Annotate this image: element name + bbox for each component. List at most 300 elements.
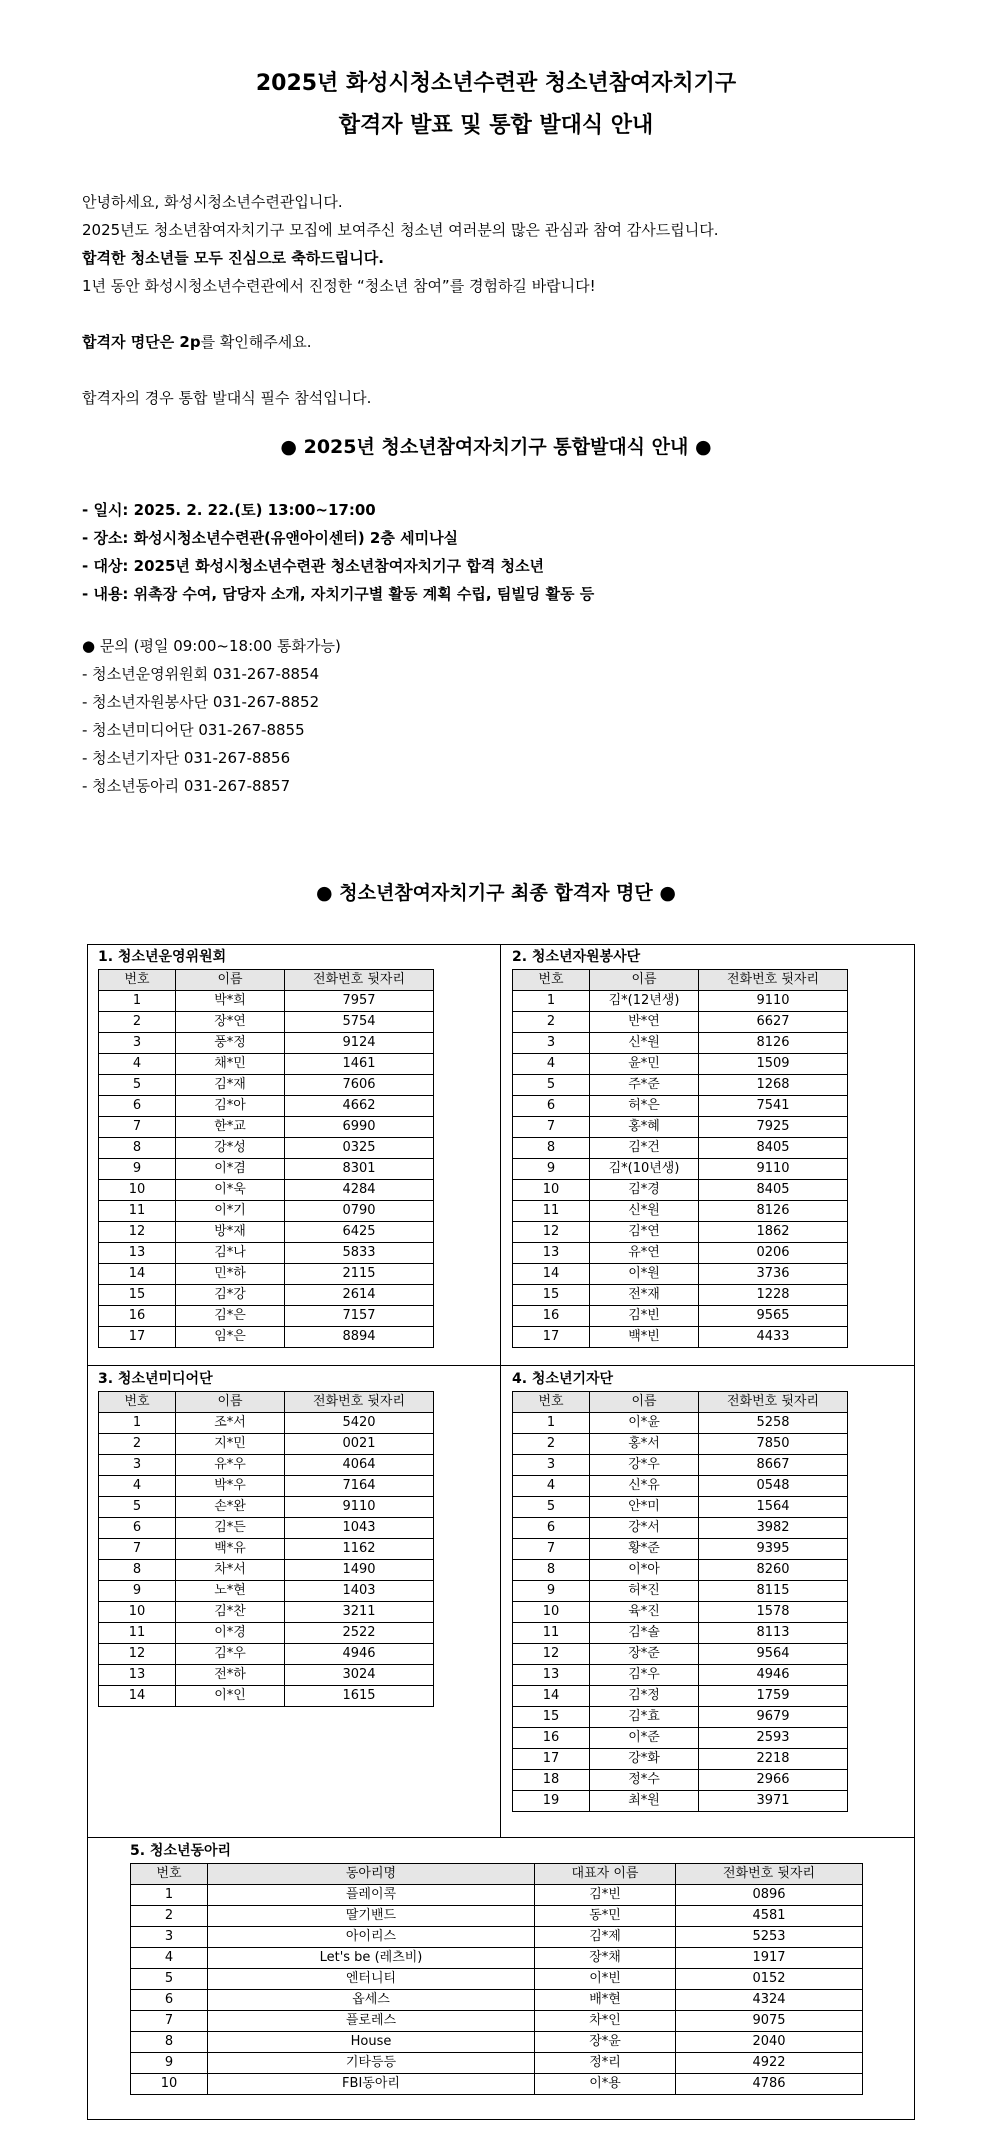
table-row <box>99 991 434 1012</box>
row-number: 9 <box>99 1581 176 1602</box>
col-header-name: 이름 <box>176 1392 285 1413</box>
row-number: 9 <box>131 2053 208 2074</box>
list-note-rest: 를 확인해주세요. <box>200 333 312 351</box>
phone-suffix: 4946 <box>699 1665 848 1686</box>
table-row <box>513 1413 848 1434</box>
member-name: 이*윤 <box>590 1413 699 1434</box>
member-name: 윤*민 <box>590 1054 699 1075</box>
phone-suffix: 5258 <box>699 1413 848 1434</box>
row-number: 14 <box>99 1686 176 1707</box>
row-number: 7 <box>513 1539 590 1560</box>
table-row <box>513 1054 848 1075</box>
member-name: 전*하 <box>176 1665 285 1686</box>
phone-suffix: 6425 <box>285 1222 434 1243</box>
group-table <box>512 1391 848 1812</box>
row-number: 13 <box>513 1243 590 1264</box>
member-name: 풍*정 <box>176 1033 285 1054</box>
table-row <box>513 991 848 1012</box>
table-row <box>513 1117 848 1138</box>
member-name: 지*민 <box>176 1434 285 1455</box>
leader-name: 차*인 <box>535 2011 676 2032</box>
ceremony-heading: ● 2025년 청소년참여자치기구 통합발대식 안내 ● <box>280 436 712 458</box>
table-row <box>99 1581 434 1602</box>
list-note-bold: 합격자 명단은 2p <box>82 333 201 351</box>
table-row <box>513 1285 848 1306</box>
leader-name: 장*채 <box>535 1948 676 1969</box>
contact-line: - 청소년동아리 031-267-8857 <box>82 777 291 795</box>
row-number: 14 <box>513 1686 590 1707</box>
row-number: 1 <box>131 1885 208 1906</box>
member-name: 김*효 <box>590 1707 699 1728</box>
phone-suffix: 9564 <box>699 1644 848 1665</box>
row-number: 12 <box>99 1644 176 1665</box>
table-row <box>513 1180 848 1201</box>
phone-suffix: 8405 <box>699 1138 848 1159</box>
table-row <box>131 1948 863 1969</box>
member-name: 채*민 <box>176 1054 285 1075</box>
row-number: 10 <box>99 1602 176 1623</box>
member-name: 김*찬 <box>176 1602 285 1623</box>
group-panel-4 <box>512 1367 848 1812</box>
row-number: 8 <box>513 1560 590 1581</box>
member-name: 정*수 <box>590 1770 699 1791</box>
member-name: 허*진 <box>590 1581 699 1602</box>
member-name: 이*겸 <box>176 1159 285 1180</box>
ceremony-place: - 장소: 화성시청소년수련관(유앤아이센터) 2층 세미나실 <box>82 529 459 547</box>
contact-line: - 청소년기자단 031-267-8856 <box>82 749 291 767</box>
club-table <box>130 1863 863 2095</box>
member-name: 최*원 <box>590 1791 699 1812</box>
phone-suffix: 3971 <box>699 1791 848 1812</box>
table-row <box>513 1243 848 1264</box>
phone-suffix: 1759 <box>699 1686 848 1707</box>
col-header-phone: 전화번호 뒷자리 <box>699 1392 848 1413</box>
row-number: 2 <box>131 1906 208 1927</box>
col-header-phone: 전화번호 뒷자리 <box>285 970 434 991</box>
row-number: 1 <box>99 1413 176 1434</box>
member-name: 김*빈 <box>590 1306 699 1327</box>
group-title: 1. 청소년운영위원회 <box>98 949 227 965</box>
member-name: 허*은 <box>590 1096 699 1117</box>
table-row <box>513 1707 848 1728</box>
table-row <box>513 1749 848 1770</box>
member-name: 김*정 <box>590 1686 699 1707</box>
phone-suffix: 4064 <box>285 1455 434 1476</box>
member-name: 방*재 <box>176 1222 285 1243</box>
group-title: 3. 청소년미디어단 <box>98 1371 213 1387</box>
phone-suffix: 5754 <box>285 1012 434 1033</box>
col-header-name: 이름 <box>590 970 699 991</box>
phone-suffix: 6990 <box>285 1117 434 1138</box>
col-header-number: 번호 <box>513 1392 590 1413</box>
table-row <box>513 1096 848 1117</box>
phone-suffix: 9565 <box>699 1306 848 1327</box>
club-name: FBI동아리 <box>208 2074 535 2095</box>
row-number: 8 <box>99 1560 176 1581</box>
table-row <box>99 1159 434 1180</box>
table-row <box>99 1518 434 1539</box>
table-row <box>513 1327 848 1348</box>
table-row <box>513 1455 848 1476</box>
group-panel-2 <box>512 945 848 1348</box>
phone-suffix: 8126 <box>699 1201 848 1222</box>
table-row <box>99 1623 434 1644</box>
row-number: 15 <box>99 1285 176 1306</box>
row-number: 16 <box>513 1306 590 1327</box>
member-name: 홍*혜 <box>590 1117 699 1138</box>
greeting-text: 안녕하세요, 화성시청소년수련관입니다. <box>82 193 343 211</box>
phone-suffix: 4922 <box>676 2053 863 2074</box>
phone-suffix: 7606 <box>285 1075 434 1096</box>
table-row <box>513 1159 848 1180</box>
table-row <box>99 1434 434 1455</box>
table-row <box>513 1581 848 1602</box>
row-number: 6 <box>513 1518 590 1539</box>
table-row <box>513 1560 848 1581</box>
group-title: 4. 청소년기자단 <box>512 1371 614 1387</box>
row-number: 1 <box>99 991 176 1012</box>
wish-text: 1년 동안 화성시청소년수련관에서 진정한 “청소년 참여”를 경험하길 바랍니다! <box>82 277 596 295</box>
table-row <box>513 1201 848 1222</box>
member-name: 김*솔 <box>590 1623 699 1644</box>
table-header-row <box>99 970 434 991</box>
col-header-phone: 전화번호 뒷자리 <box>699 970 848 991</box>
phone-suffix: 5253 <box>676 1927 863 1948</box>
member-name: 장*연 <box>176 1012 285 1033</box>
table-row <box>513 1728 848 1749</box>
phone-suffix: 8113 <box>699 1623 848 1644</box>
member-name: 안*미 <box>590 1497 699 1518</box>
member-name: 이*기 <box>176 1201 285 1222</box>
table-row <box>99 1497 434 1518</box>
table-row <box>131 1927 863 1948</box>
member-name: 차*서 <box>176 1560 285 1581</box>
phone-suffix: 7925 <box>699 1117 848 1138</box>
row-number: 16 <box>99 1306 176 1327</box>
table-row <box>131 1969 863 1990</box>
phone-suffix: 8115 <box>699 1581 848 1602</box>
member-name: 한*교 <box>176 1117 285 1138</box>
leader-name: 김*제 <box>535 1927 676 1948</box>
phone-suffix: 1461 <box>285 1054 434 1075</box>
row-number: 7 <box>99 1117 176 1138</box>
row-number: 5 <box>513 1497 590 1518</box>
document-title-line1: 2025년 화성시청소년수련관 청소년참여자치기구 <box>255 71 737 96</box>
phone-suffix: 0790 <box>285 1201 434 1222</box>
row-number: 2 <box>99 1012 176 1033</box>
phone-suffix: 2522 <box>285 1623 434 1644</box>
member-name: 김*연 <box>590 1222 699 1243</box>
table-row <box>513 1497 848 1518</box>
row-number: 6 <box>513 1096 590 1117</box>
club-title: 5. 청소년동아리 <box>130 1843 232 1859</box>
table-row <box>99 1117 434 1138</box>
table-row <box>99 1075 434 1096</box>
table-row <box>131 2011 863 2032</box>
attendance-text: 합격자의 경우 통합 발대식 필수 참석입니다. <box>82 389 372 407</box>
row-number: 11 <box>513 1201 590 1222</box>
member-name: 김*우 <box>590 1665 699 1686</box>
table-row <box>131 1906 863 1927</box>
col-header-number: 번호 <box>513 970 590 991</box>
row-number: 8 <box>99 1138 176 1159</box>
member-name: 백*빈 <box>590 1327 699 1348</box>
member-name: 신*유 <box>590 1476 699 1497</box>
row-number: 3 <box>513 1033 590 1054</box>
table-row <box>513 1770 848 1791</box>
col-header-club: 동아리명 <box>208 1864 535 1885</box>
club-name: House <box>208 2032 535 2053</box>
row-number: 12 <box>513 1644 590 1665</box>
table-header-row <box>513 970 848 991</box>
group-table <box>98 1391 434 1707</box>
phone-suffix: 9110 <box>699 991 848 1012</box>
member-name: 김*재 <box>176 1075 285 1096</box>
row-number: 4 <box>513 1054 590 1075</box>
table-row <box>99 1180 434 1201</box>
intro-section <box>82 188 718 412</box>
table-row <box>513 1033 848 1054</box>
row-number: 5 <box>131 1969 208 1990</box>
club-name: 옵세스 <box>208 1990 535 2011</box>
table-row <box>131 1885 863 1906</box>
table-row <box>99 1054 434 1075</box>
phone-suffix: 9075 <box>676 2011 863 2032</box>
row-number: 11 <box>99 1623 176 1644</box>
inquiry-section <box>82 632 341 800</box>
grid-divider-vertical <box>500 945 501 1837</box>
row-number: 10 <box>513 1180 590 1201</box>
phone-suffix: 5420 <box>285 1413 434 1434</box>
club-name: 플레이콕 <box>208 1885 535 1906</box>
contact-line: - 청소년운영위원회 031-267-8854 <box>82 665 320 683</box>
phone-suffix: 1578 <box>699 1602 848 1623</box>
col-header-phone: 전화번호 뒷자리 <box>285 1392 434 1413</box>
member-name: 이*경 <box>176 1623 285 1644</box>
phone-suffix: 2966 <box>699 1770 848 1791</box>
table-row <box>513 1222 848 1243</box>
table-row <box>99 1560 434 1581</box>
club-name: Let's be (레츠비) <box>208 1948 535 1969</box>
table-row <box>99 1243 434 1264</box>
document-title-line2: 합격자 발표 및 통합 발대식 안내 <box>338 113 654 138</box>
phone-suffix: 8301 <box>285 1159 434 1180</box>
phone-suffix: 7850 <box>699 1434 848 1455</box>
row-number: 13 <box>99 1665 176 1686</box>
phone-suffix: 2593 <box>699 1728 848 1749</box>
row-number: 13 <box>513 1665 590 1686</box>
table-row <box>513 1264 848 1285</box>
member-name: 김*(10년생) <box>590 1159 699 1180</box>
phone-suffix: 1162 <box>285 1539 434 1560</box>
table-row <box>513 1644 848 1665</box>
member-name: 김*강 <box>176 1285 285 1306</box>
member-name: 황*준 <box>590 1539 699 1560</box>
row-number: 10 <box>513 1602 590 1623</box>
leader-name: 이*빈 <box>535 1969 676 1990</box>
table-row <box>513 1306 848 1327</box>
table-row <box>99 1686 434 1707</box>
phone-suffix: 4662 <box>285 1096 434 1117</box>
row-number: 9 <box>99 1159 176 1180</box>
row-number: 6 <box>99 1096 176 1117</box>
phone-suffix: 1862 <box>699 1222 848 1243</box>
contact-line: - 청소년미디어단 031-267-8855 <box>82 721 305 739</box>
phone-suffix: 0896 <box>676 1885 863 1906</box>
member-name: 김*우 <box>176 1644 285 1665</box>
row-number: 3 <box>513 1455 590 1476</box>
member-name: 손*완 <box>176 1497 285 1518</box>
leader-name: 배*현 <box>535 1990 676 2011</box>
leader-name: 김*빈 <box>535 1885 676 1906</box>
row-number: 12 <box>99 1222 176 1243</box>
member-name: 유*우 <box>176 1455 285 1476</box>
member-name: 이*아 <box>590 1560 699 1581</box>
phone-suffix: 8126 <box>699 1033 848 1054</box>
phone-suffix: 4324 <box>676 1990 863 2011</box>
phone-suffix: 2040 <box>676 2032 863 2053</box>
phone-suffix: 1615 <box>285 1686 434 1707</box>
leader-name: 동*민 <box>535 1906 676 1927</box>
table-row <box>99 1327 434 1348</box>
col-header-number: 번호 <box>131 1864 208 1885</box>
member-name: 임*은 <box>176 1327 285 1348</box>
phone-suffix: 3024 <box>285 1665 434 1686</box>
row-number: 4 <box>131 1948 208 1969</box>
phone-suffix: 8667 <box>699 1455 848 1476</box>
table-row <box>513 1012 848 1033</box>
phone-suffix: 4433 <box>699 1327 848 1348</box>
phone-suffix: 1490 <box>285 1560 434 1581</box>
table-row <box>99 1201 434 1222</box>
row-number: 15 <box>513 1707 590 1728</box>
phone-suffix: 1509 <box>699 1054 848 1075</box>
phone-suffix: 7541 <box>699 1096 848 1117</box>
table-row <box>513 1686 848 1707</box>
member-name: 김*나 <box>176 1243 285 1264</box>
member-name: 이*원 <box>590 1264 699 1285</box>
row-number: 17 <box>513 1749 590 1770</box>
leader-name: 장*윤 <box>535 2032 676 2053</box>
phone-suffix: 4284 <box>285 1180 434 1201</box>
row-number: 4 <box>513 1476 590 1497</box>
ceremony-details <box>82 496 594 608</box>
phone-suffix: 1917 <box>676 1948 863 1969</box>
phone-suffix: 5833 <box>285 1243 434 1264</box>
phone-suffix: 8405 <box>699 1180 848 1201</box>
member-name: 김*건 <box>590 1138 699 1159</box>
member-name: 민*하 <box>176 1264 285 1285</box>
phone-suffix: 9395 <box>699 1539 848 1560</box>
member-name: 김*은 <box>176 1306 285 1327</box>
row-number: 1 <box>513 1413 590 1434</box>
phone-suffix: 0152 <box>676 1969 863 1990</box>
club-name: 기타등등 <box>208 2053 535 2074</box>
row-number: 1 <box>513 991 590 1012</box>
table-row <box>99 1306 434 1327</box>
table-row <box>513 1623 848 1644</box>
table-row <box>131 2032 863 2053</box>
member-name: 김*든 <box>176 1518 285 1539</box>
member-name: 주*준 <box>590 1075 699 1096</box>
row-number: 8 <box>513 1138 590 1159</box>
row-number: 7 <box>99 1539 176 1560</box>
row-number: 7 <box>513 1117 590 1138</box>
table-row <box>99 1264 434 1285</box>
phone-suffix: 0021 <box>285 1434 434 1455</box>
phone-suffix: 1268 <box>699 1075 848 1096</box>
ceremony-target: - 대상: 2025년 화성시청소년수련관 청소년참여자치기구 합격 청소년 <box>82 557 545 575</box>
row-number: 13 <box>99 1243 176 1264</box>
congrats-text: 합격한 청소년들 모두 진심으로 축하드립니다. <box>82 249 384 267</box>
club-name: 플로레스 <box>208 2011 535 2032</box>
member-name: 노*현 <box>176 1581 285 1602</box>
ceremony-date: - 일시: 2025. 2. 22.(토) 13:00~17:00 <box>82 501 376 519</box>
row-number: 12 <box>513 1222 590 1243</box>
member-name: 강*화 <box>590 1749 699 1770</box>
table-row <box>513 1476 848 1497</box>
row-number: 7 <box>131 2011 208 2032</box>
ceremony-content: - 내용: 위촉장 수여, 담당자 소개, 자치기구별 활동 계획 수립, 팀빌딩 활동 등 <box>82 585 595 603</box>
row-number: 6 <box>131 1990 208 2011</box>
phone-suffix: 7157 <box>285 1306 434 1327</box>
col-header-name: 이름 <box>176 970 285 991</box>
member-name: 박*희 <box>176 991 285 1012</box>
row-number: 11 <box>513 1623 590 1644</box>
grid-divider-horizontal <box>88 1837 914 1838</box>
phone-suffix: 2115 <box>285 1264 434 1285</box>
phone-suffix: 3982 <box>699 1518 848 1539</box>
table-row <box>99 1644 434 1665</box>
member-name: 이*인 <box>176 1686 285 1707</box>
table-row <box>99 1012 434 1033</box>
inquiry-heading: ● 문의 (평일 09:00~18:00 통화가능) <box>82 637 341 655</box>
phone-suffix: 0325 <box>285 1138 434 1159</box>
row-number: 3 <box>99 1033 176 1054</box>
table-row <box>99 1033 434 1054</box>
member-name: 김*경 <box>590 1180 699 1201</box>
leader-name: 정*리 <box>535 2053 676 2074</box>
table-row <box>99 1222 434 1243</box>
member-name: 강*서 <box>590 1518 699 1539</box>
phone-suffix: 7164 <box>285 1476 434 1497</box>
row-number: 14 <box>513 1264 590 1285</box>
table-row <box>513 1791 848 1812</box>
row-number: 2 <box>99 1434 176 1455</box>
phone-suffix: 9679 <box>699 1707 848 1728</box>
table-row <box>131 1990 863 2011</box>
table-row <box>99 1413 434 1434</box>
group-title: 2. 청소년자원봉사단 <box>512 949 641 965</box>
group-table <box>512 969 848 1348</box>
row-number: 5 <box>99 1497 176 1518</box>
row-number: 5 <box>99 1075 176 1096</box>
table-row <box>513 1665 848 1686</box>
table-row <box>513 1075 848 1096</box>
table-row <box>513 1539 848 1560</box>
row-number: 2 <box>513 1434 590 1455</box>
row-number: 5 <box>513 1075 590 1096</box>
phone-suffix: 9124 <box>285 1033 434 1054</box>
table-header-row <box>99 1392 434 1413</box>
member-name: 이*욱 <box>176 1180 285 1201</box>
contact-line: - 청소년자원봉사단 031-267-8852 <box>82 693 320 711</box>
phone-suffix: 9110 <box>699 1159 848 1180</box>
row-number: 3 <box>131 1927 208 1948</box>
col-header-leader: 대표자 이름 <box>535 1864 676 1885</box>
member-name: 육*진 <box>590 1602 699 1623</box>
leader-name: 이*용 <box>535 2074 676 2095</box>
